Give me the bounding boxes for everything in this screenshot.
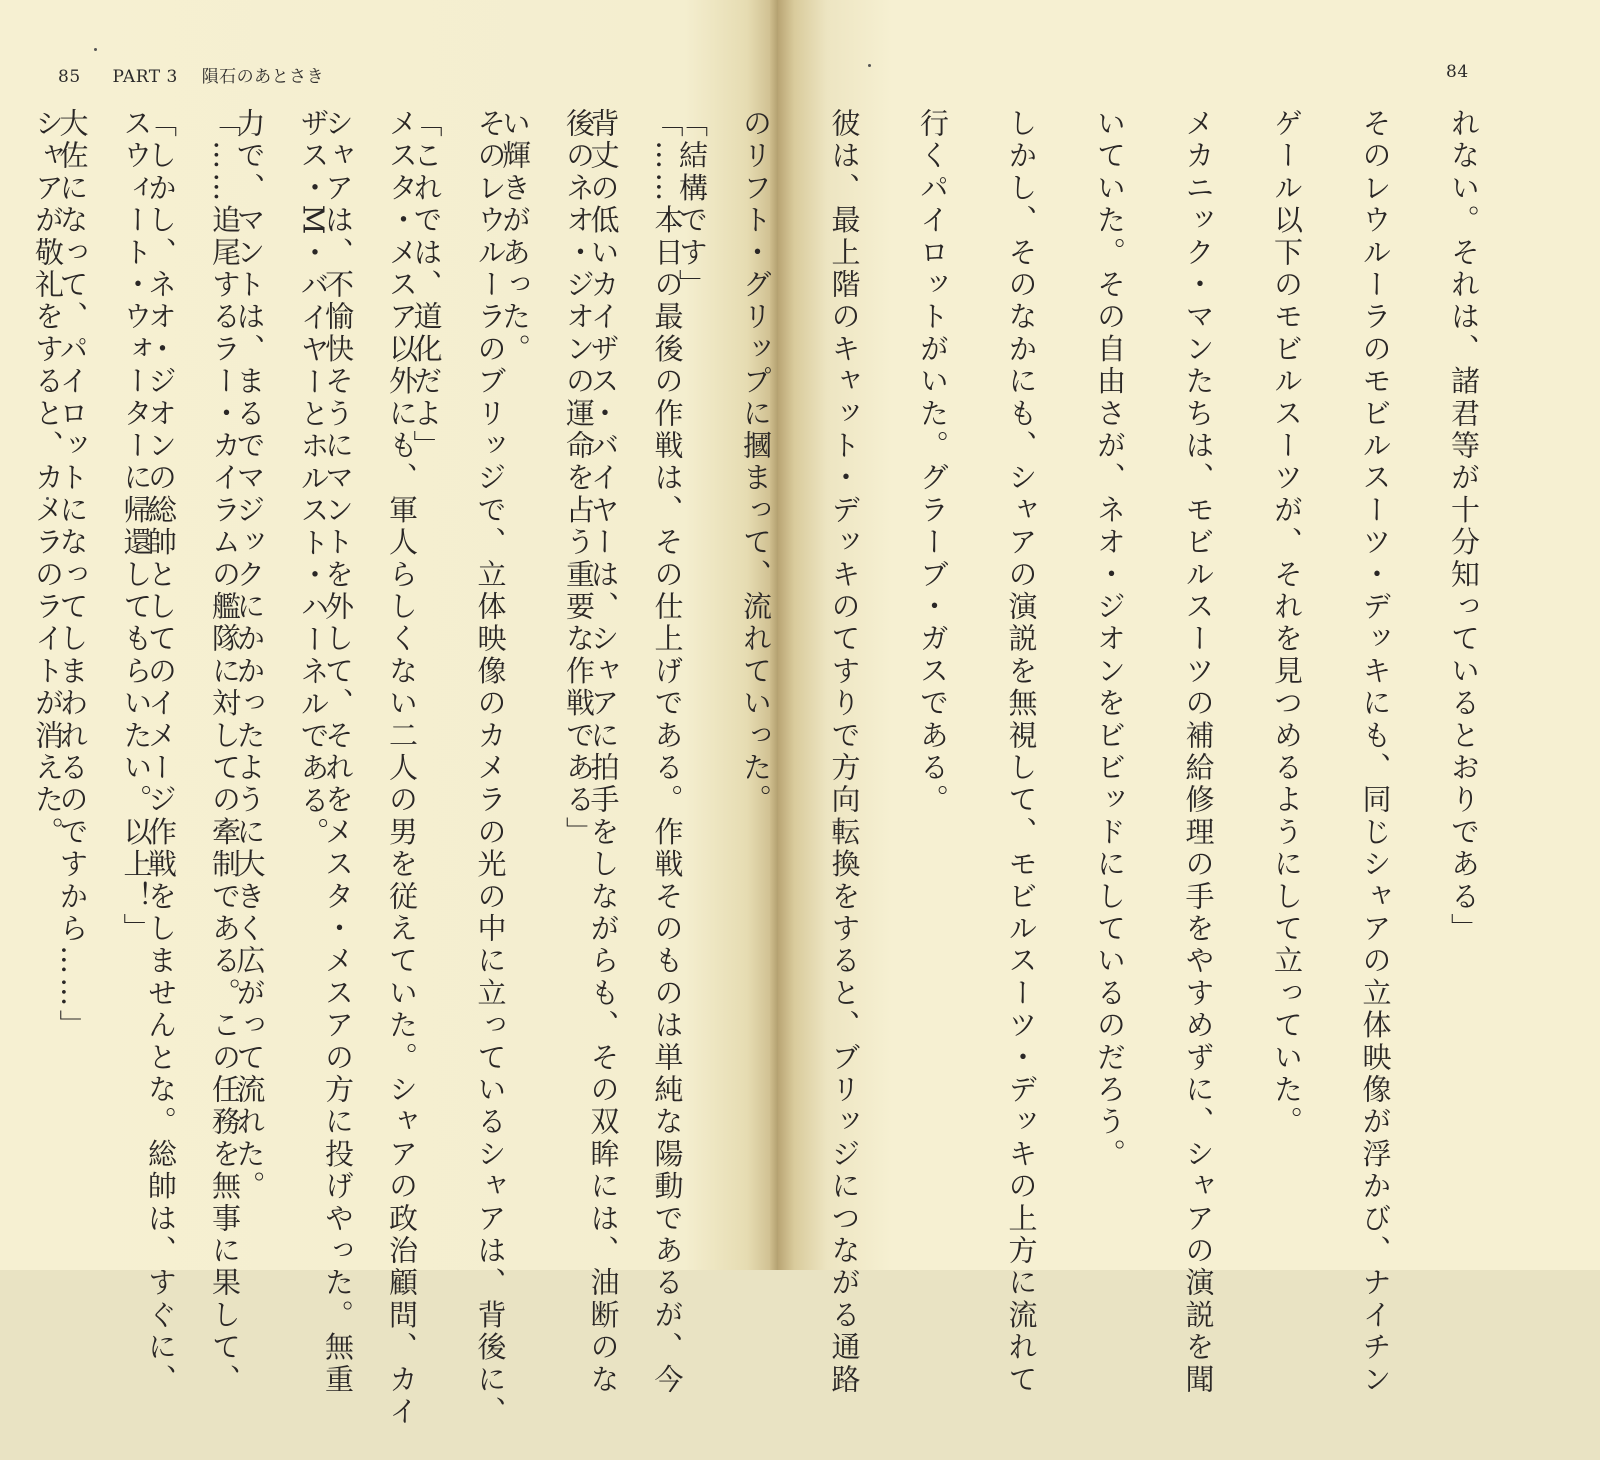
- left-running-header: [58, 62, 324, 87]
- part-label: PART 3: [112, 67, 178, 87]
- text-line: 「しかし、ネオ・ジオンの総帥としてのイメージ作戦をしませんとな。総帥は、すぐに、: [144, 108, 178, 1396]
- paper-speck: [94, 48, 97, 51]
- text-line: 「これでは、道化だよ」: [409, 108, 444, 463]
- text-line: 行くパイロットがいた。グラーブ・ガスである。: [916, 108, 950, 817]
- text-line: シャアは、不愉快そうにマントを外して、それをメスタ・メスアの方に投げやった。無重: [321, 108, 355, 1396]
- text-line: メスタ・メスア以外にも、軍人らしくない二人の男を従えていた。シャアの政治顧問、カイ: [385, 108, 419, 1429]
- text-line: シャアが敬礼をすると、カメラのライトが消えた。: [31, 108, 65, 849]
- text-line: ザス・M・バイヤーとホルスト・ハーネルである。: [296, 108, 331, 850]
- text-line: 後のネオ・ジオンの運命を占う重要な作戦である」: [562, 108, 596, 849]
- text-line: れない。それは、諸君等が十分知っているとおりである」: [1447, 108, 1481, 946]
- text-line: しかし、そのなかにも、シャアの演説を無視して、モビルスーツ・デッキの上方に流れて: [1004, 108, 1039, 1396]
- chapter-title: 隕石のあとさき: [201, 67, 325, 87]
- right-page-number: 84: [1446, 62, 1469, 82]
- text-line: いていた。その自由さが、ネオ・ジオンをビビッドにしているのだろう。: [1093, 108, 1127, 1171]
- right-body-text: [4, 108, 1509, 1429]
- text-line: い輝きがあった。: [498, 108, 532, 366]
- text-line: ゲール以下のモビルスーツが、それを見つめるようにして立っていた。: [1270, 108, 1304, 1139]
- text-line: 「……追尾するラー・カイラムの艦隊に対しての牽制である。この任務を無事に果して、: [208, 108, 242, 1396]
- text-line: そのレウルーラのブリッジで、立体映像のカメラの光の中に立っているシャアは、背後に、: [473, 108, 508, 1429]
- text-line: 大佐になって、パイロットになってしまわれるのですから……」: [55, 108, 90, 1042]
- text-line: のリフト・グリップに摑まって、流れていった。: [739, 108, 773, 817]
- text-line: 彼は、最上階のキャット・デッキのてすりで方向転換をすると、ブリッジにつながる通路: [827, 108, 862, 1396]
- text-line: 「結構です」: [675, 108, 709, 302]
- text-line: 「……本日の最後の作戦は、その仕上げである。作戦そのものは単純な陽動であるが、今: [650, 108, 685, 1396]
- right-running-header: [1446, 62, 1469, 82]
- paper-speck: [868, 64, 871, 67]
- text-line: 背丈の低いカイザス・バイヤーは、シャアに拍手をしながらも、その双眸には、油断のな: [586, 108, 621, 1396]
- text-line: スウィート・ウォーターに帰還してもらいたい。以上！」: [119, 108, 154, 946]
- text-line: メカニック・マンたちは、モビルスーツの補給修理の手をやすめずに、シャアの演説を聞: [1181, 108, 1216, 1396]
- left-page-number: 85: [58, 67, 81, 87]
- text-line: そのレウルーラのモビルスーツ・デッキにも、同じシャアの立体映像が浮かび、ナイチン: [1358, 108, 1393, 1396]
- text-line: 力で、マントは、まるでマジックにかかったように大きく広がって流れた。: [232, 108, 267, 1203]
